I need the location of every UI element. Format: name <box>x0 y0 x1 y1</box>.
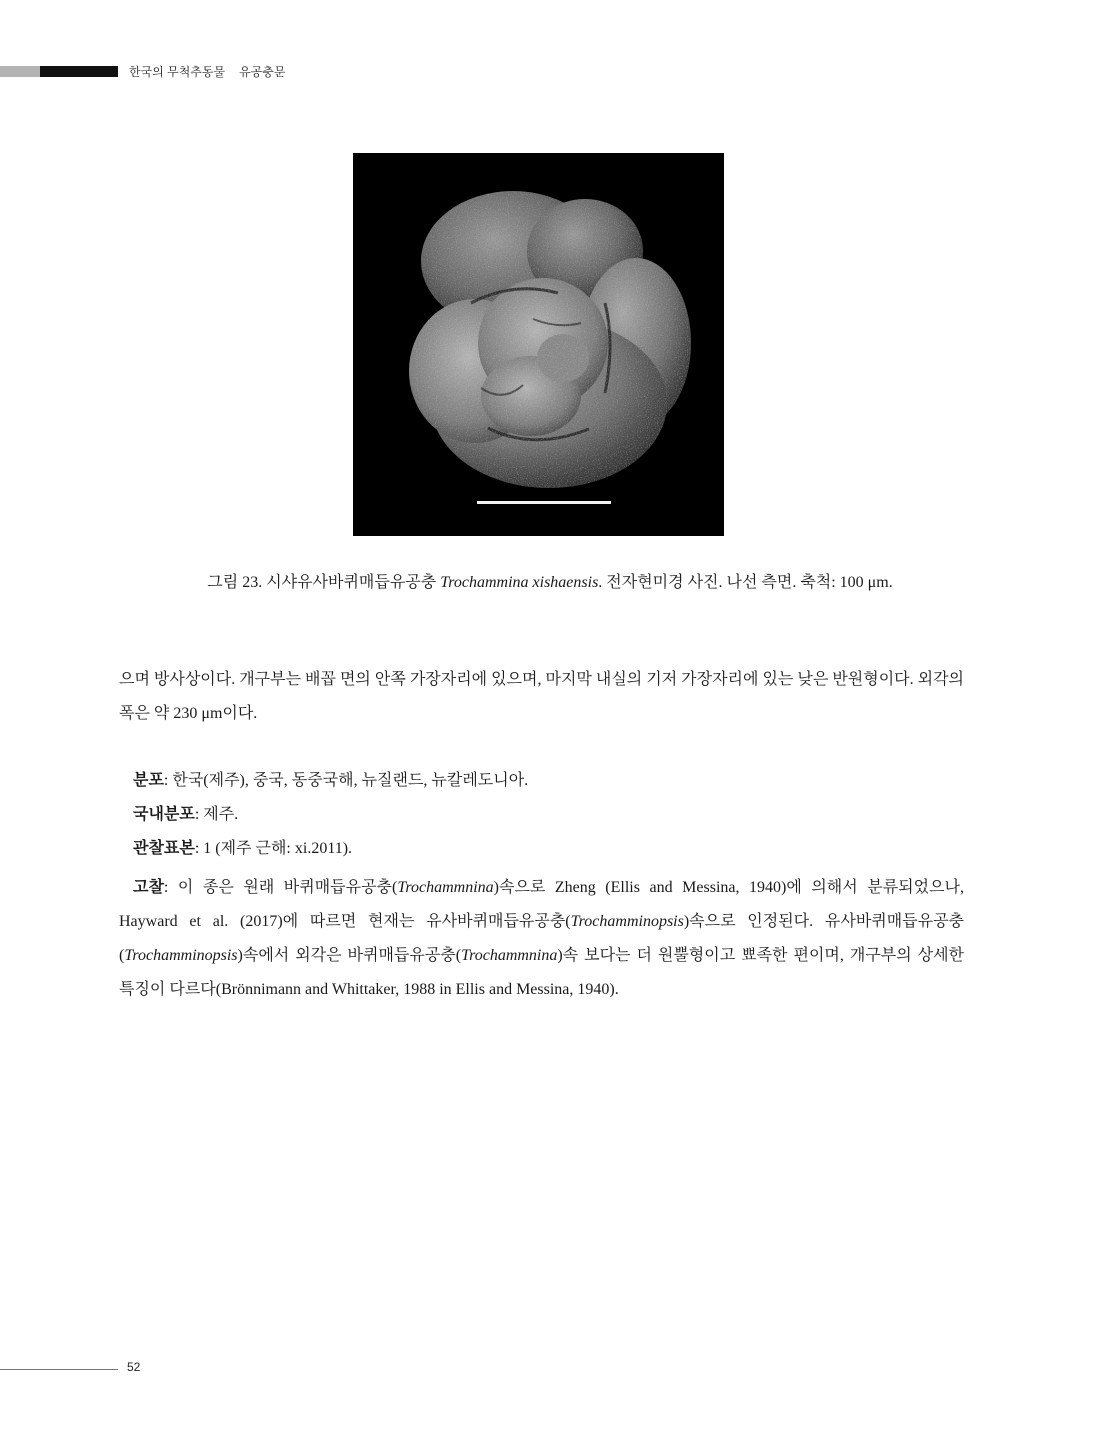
figure-caption: 그림 23. 시샤유사바퀴매듭유공충 Trochammina xishaensis. 전자현미경 사진. 나선 측면. 축척: 100 μm. <box>207 574 893 591</box>
caption-species-name: Trochammina xishaensis <box>440 574 599 591</box>
footer-rule <box>0 1369 118 1370</box>
examined-specimen-line: 관찰표본: 1 (제주 근해: xi.2011). <box>133 840 353 857</box>
distribution-line: 분포: 한국(제주), 중국, 동중국해, 뉴질랜드, 뉴칼레도니아. <box>133 772 529 789</box>
foraminifera-image <box>353 153 724 536</box>
page-number: 52 <box>127 1360 141 1374</box>
specimen-metadata <box>119 764 964 866</box>
description-paragraph: 으며 방사상이다. 개구부는 배꼽 면의 안쪽 가장자리에 있으며, 마지막 내실의 기저 가장자리에 있는 낮은 반원형이다. 외각의 폭은 약 230 μm이다. <box>119 671 964 722</box>
header-black-bar <box>40 66 118 77</box>
remarks-paragraph: 고찰: 이 종은 원래 바퀴매듭유공충(Trochammnina)속으로 Zheng (Ellis and Messina, 1940)에 의해서 분류되었으나, Hayward et al. (2017)에 따르면 현재는 유사바퀴매듭유공충(Trochamminopsis)속으로 인정된다. 유사바퀴매듭유공충(Trochamminopsis)속에서 외각은 바퀴매듭유공충(Trochammnina)속 보다는 더 원뿔형이고 뾰족한 편이며, 개구부의 상세한 특징이 다르다(Brönnimann and Whittaker, 1988 in Ellis and Messina, 1940). <box>119 879 965 998</box>
book-title: 한국의 무척추동물 <box>129 65 226 79</box>
section-title: 유공충문 <box>239 65 286 79</box>
sem-micrograph <box>353 153 724 536</box>
running-header <box>129 63 285 80</box>
scale-bar <box>477 501 611 504</box>
chamber-proloculus <box>537 334 589 382</box>
domestic-distribution-line: 국내분포: 제주. <box>133 806 239 823</box>
header-gray-bar <box>0 66 40 77</box>
